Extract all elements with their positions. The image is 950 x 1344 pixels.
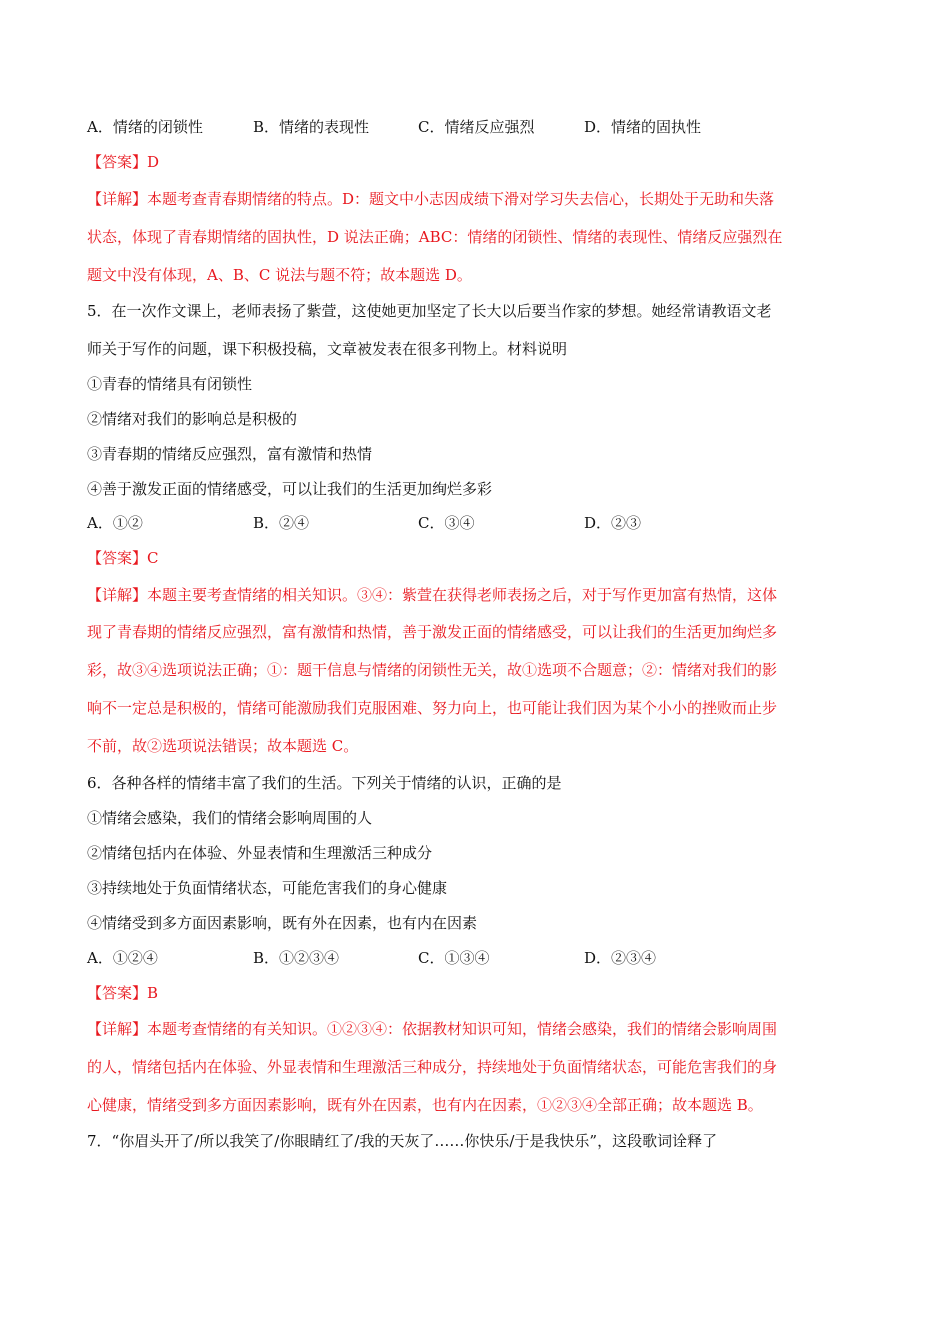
q5-item: ④善于激发正面的情绪感受，可以让我们的生活更加绚烂多彩 <box>87 480 493 498</box>
q6-item: ②情绪包括内在体验、外显表情和生理激活三种成分 <box>87 844 433 862</box>
q6-item: ①情绪会感染，我们的情绪会影响周围的人 <box>87 809 373 827</box>
q4-option-a: A．情绪的闭锁性 <box>87 118 203 136</box>
q6-detail-line: 心健康，情绪受到多方面因素影响，既有外在因素，也有内在因素，①②③④全部正确；故本题选 B。 <box>87 1096 763 1114</box>
q5-stem-line: 师关于写作的问题，课下积极投稿，文章被发表在很多刊物上。材料说明 <box>87 340 568 358</box>
q5-item: ①青春的情绪具有闭锁性 <box>87 375 253 393</box>
q5-item: ②情绪对我们的影响总是积极的 <box>87 410 298 428</box>
q4-detail-line: 【详解】本题考查青春期情绪的特点。D：题文中小志因成绩下滑对学习失去信心，长期处于无助和失落 <box>87 190 775 208</box>
q5-option-b: B．②④ <box>253 514 310 532</box>
q6-option-b: B．①②③④ <box>253 949 340 967</box>
q6-detail-line: 的人，情绪包括内在体验、外显表情和生理激活三种成分，持续地处于负面情绪状态，可能危害我们的身 <box>87 1058 778 1076</box>
q4-answer: 【答案】D <box>87 153 160 171</box>
q5-item: ③青春期的情绪反应强烈，富有激情和热情 <box>87 445 373 463</box>
q5-detail-line: 现了青春期的情绪反应强烈，富有激情和热情，善于激发正面的情绪感受，可以让我们的生活更加绚烂多 <box>87 623 778 641</box>
q6-detail-line: 【详解】本题考查情绪的有关知识。①②③④：依据教材知识可知，情绪会感染，我们的情绪会影响周围 <box>87 1020 778 1038</box>
q5-answer: 【答案】C <box>87 549 159 567</box>
q5-detail-line: 不前，故②选项说法错误；故本题选 C。 <box>87 737 359 755</box>
q5-detail-line: 响不一定总是积极的，情绪可能激励我们克服困难、努力向上，也可能让我们因为某个小小的挫败而止步 <box>87 699 778 717</box>
q6-option-c: C．①③④ <box>418 949 490 967</box>
q6-stem-line: 6．各种各样的情绪丰富了我们的生活。下列关于情绪的认识，正确的是 <box>87 774 562 792</box>
q6-option-a: A．①②④ <box>87 949 158 967</box>
q4-detail-line: 状态，体现了青春期情绪的固执性，D 说法正确；ABC：情绪的闭锁性、情绪的表现性、情绪反应强烈在 <box>87 228 783 246</box>
q5-option-d: D．②③ <box>584 514 642 532</box>
q6-item: ④情绪受到多方面因素影响，既有外在因素，也有内在因素 <box>87 914 478 932</box>
q4-option-c: C．情绪反应强烈 <box>418 118 535 136</box>
q6-item: ③持续地处于负面情绪状态，可能危害我们的身心健康 <box>87 879 448 897</box>
q4-option-d: D．情绪的固执性 <box>584 118 702 136</box>
q5-option-a: A．①② <box>87 514 143 532</box>
q5-detail-line: 彩，故③④选项说法正确；①：题干信息与情绪的闭锁性无关，故①选项不合题意；②：情绪对我们的影 <box>87 661 778 679</box>
q4-detail-line: 题文中没有体现，A、B、C 说法与题不符；故本题选 D。 <box>87 266 472 284</box>
q7-stem-line: 7．“你眉头开了/所以我笑了/你眼睛红了/我的天灰了……你快乐/于是我快乐”，这段歌词诠释了 <box>87 1132 718 1150</box>
q5-option-c: C．③④ <box>418 514 475 532</box>
q6-option-d: D．②③④ <box>584 949 657 967</box>
q6-answer: 【答案】B <box>87 984 159 1002</box>
q5-stem-line: 5．在一次作文课上，老师表扬了紫萱，这使她更加坚定了长大以后要当作家的梦想。她经常请教语文老 <box>87 302 772 320</box>
q5-detail-line: 【详解】本题主要考查情绪的相关知识。③④：紫萱在获得老师表扬之后，对于写作更加富有热情，这体 <box>87 586 778 604</box>
q4-option-b: B．情绪的表现性 <box>253 118 370 136</box>
